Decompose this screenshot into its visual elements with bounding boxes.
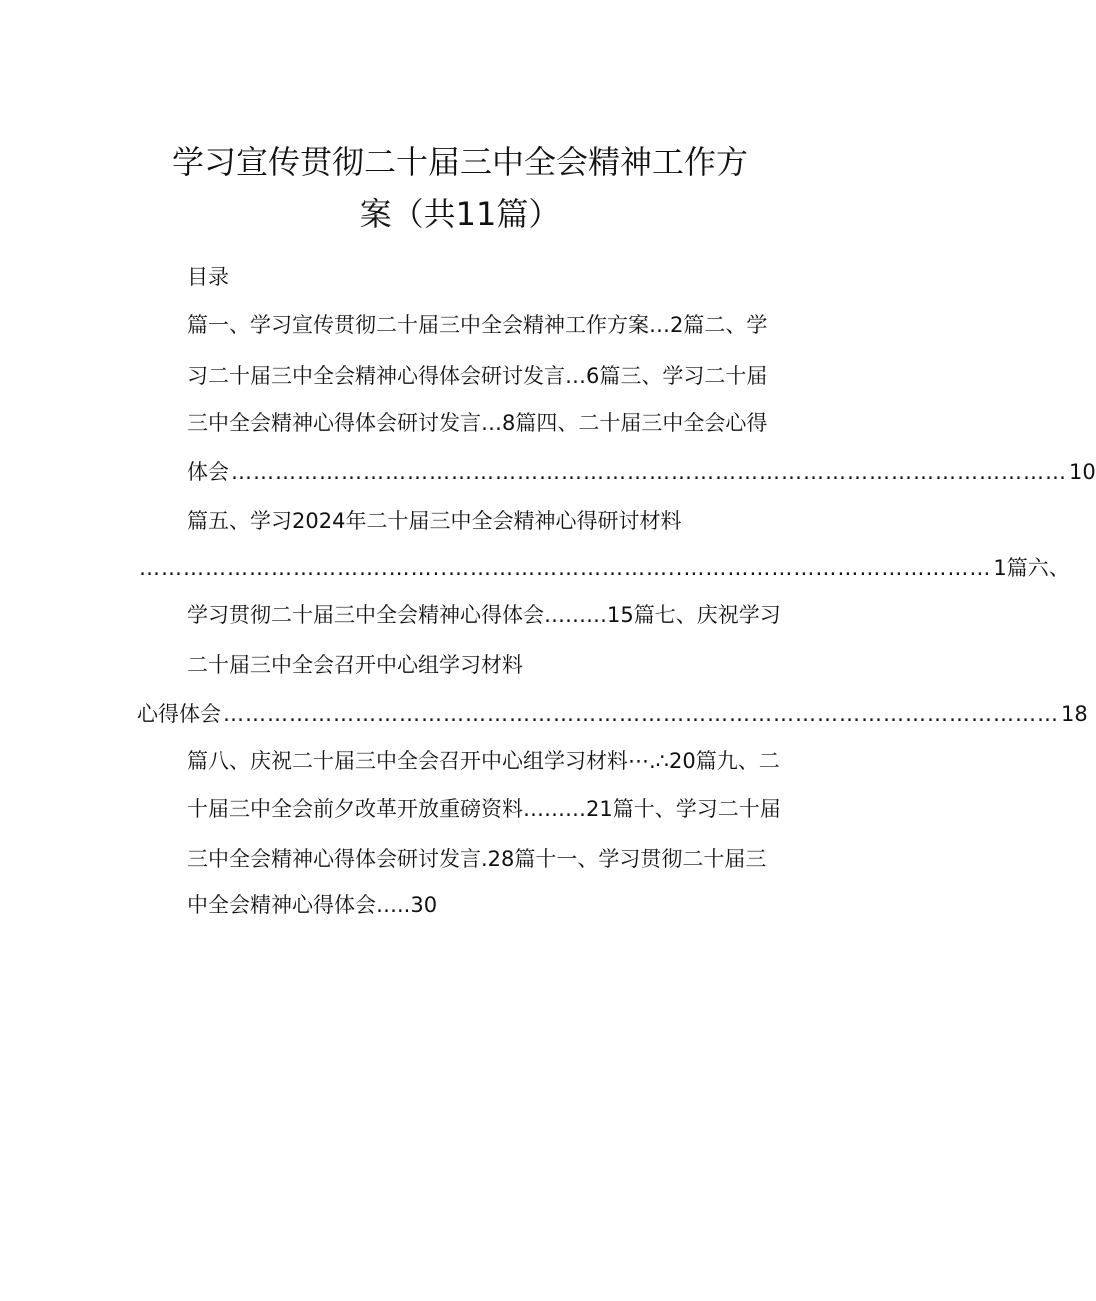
- toc-row-label: 体会: [187, 460, 229, 484]
- toc-line: 篇一、学习宣传贯彻二十届三中全会精神工作方案…2篇二、学: [187, 313, 768, 337]
- toc-line: 中全会精神心得体会…..30: [187, 893, 438, 917]
- toc-line: 篇五、学习2024年二十届三中全会精神心得研讨材料: [187, 509, 682, 533]
- toc-row-tihui: [187, 458, 1096, 486]
- toc-page-number: 10: [1069, 460, 1096, 484]
- toc-line: 三中全会精神心得体会研讨发言…8篇四、二十届三中全会心得: [187, 411, 768, 435]
- document-title-line-1: 学习宣传贯彻二十届三中全会精神工作方: [171, 143, 748, 181]
- toc-dot-leader: ……………………………………………………………………………………………………: [231, 460, 1067, 484]
- toc-row-leader: [137, 554, 1070, 582]
- toc-dot-leader: …………………………….……..…………………………..……………………………………: [139, 556, 992, 580]
- toc-page-number: 1篇六、: [993, 556, 1070, 580]
- toc-line: 三中全会精神心得体会研讨发言.28篇十一、学习贯彻二十届三: [187, 847, 767, 871]
- toc-line: 习二十届三中全会精神心得体会研讨发言…6篇三、学习二十届: [187, 364, 768, 388]
- toc-line: 二十届三中全会召开中心组学习材料: [187, 653, 523, 677]
- toc-row-xinde: [137, 700, 1088, 728]
- toc-dot-leader: ……………………………………………………………………………………………………: [223, 702, 1059, 726]
- toc-line: 十届三中全会前夕改革开放重磅资料………21篇十、学习二十届: [187, 797, 781, 821]
- toc-row-label: 心得体会: [137, 702, 221, 726]
- toc-page-number: 18: [1061, 702, 1088, 726]
- document-title-line-2: 案（共11篇）: [359, 195, 561, 233]
- toc-line: 篇八、庆祝二十届三中全会召开中心组学习材料⋯.∴20篇九、二: [187, 749, 780, 773]
- toc-heading: 目录: [187, 265, 229, 289]
- toc-line: 学习贯彻二十届三中全会精神心得体会………15篇七、庆祝学习: [187, 603, 781, 627]
